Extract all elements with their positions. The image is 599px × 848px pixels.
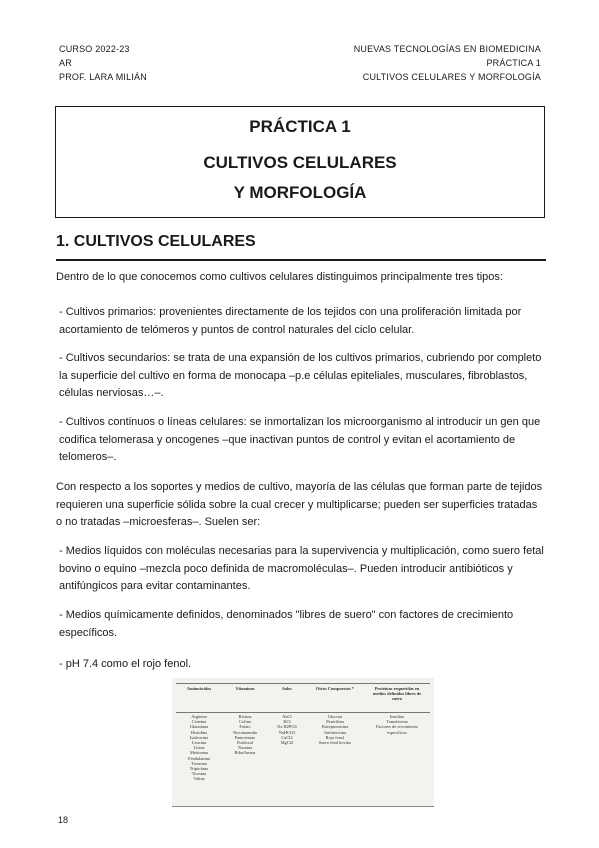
table-cell: Lisina xyxy=(193,745,205,751)
practice-label: PRÁCTICA 1 xyxy=(486,58,541,68)
table-cell: Na H2PO4 xyxy=(277,724,297,730)
table-cell: Metionina xyxy=(189,750,209,756)
paragraph-quimicos: - Medios químicamente definidos, denominados "libres de suero" con factores de crecimiento específicos. xyxy=(59,609,514,639)
table-column xyxy=(272,686,302,745)
table-cell: NaHCO3 xyxy=(278,729,296,735)
paragraph-primarios: - Cultivos primarios: provenientes directamente de los tejidos con una proliferación limitada por acortamiento de telómeros y puntos de control naturales del ciclo celular. xyxy=(59,306,522,336)
table-column-header: Sales xyxy=(282,686,292,691)
table-column-header: Otros Compuestos * xyxy=(316,686,354,691)
table-column-body xyxy=(272,714,302,745)
table-cell: Glutamina xyxy=(189,724,209,730)
table-cell: Isoleucina xyxy=(189,734,209,740)
culture-media-table xyxy=(172,678,434,807)
paragraph-liquidos: - Medios líquidos con moléculas necesarias para la supervivencia y multiplicación, como suero fetal bovino o equino –mezcla poco definida de macromoléculas–. Pueden introducir antibióticos y antifúngicos para evitar contaminantes. xyxy=(59,545,544,592)
title-box xyxy=(55,106,545,218)
table-cell: Anfotericina xyxy=(323,729,347,735)
title-line-3: Y MORFOLOGÍA xyxy=(233,183,367,202)
table-column-body xyxy=(178,714,220,782)
table-cell: Glucosa xyxy=(327,714,343,719)
table-cell: NaCl xyxy=(282,714,292,719)
table-cell: Factores de crecimiento específicos xyxy=(376,724,418,735)
table-cell: Nicotinamida xyxy=(233,729,257,735)
course-label: CURSO 2022-23 xyxy=(59,44,130,54)
paragraph-soportes: Con respecto a los soportes y medios de cultivo, mayoría de las células que forman parte de tejidos requieren una superficie sólida sobre la cual crecer y multiplicarse; pueden ser superficies tratadas o no tratadas –microesferas–. Suelen ser: xyxy=(56,481,543,528)
table-cell: Biotina xyxy=(238,714,252,719)
table-column-body xyxy=(368,714,426,735)
table-cell: Pantotenato xyxy=(234,734,256,740)
table-column xyxy=(368,686,426,735)
table-cell: Leucina xyxy=(191,740,207,746)
table-cell: Folato xyxy=(239,724,251,730)
table-cell: Penicilina xyxy=(326,719,344,725)
table-column-header: Aminoácidos xyxy=(186,686,212,691)
table-cell: Riboflavina xyxy=(234,750,256,756)
table-cell: Insulina xyxy=(389,714,405,719)
table-cell: CaCl2 xyxy=(281,734,293,740)
table-cell: Arginina xyxy=(191,714,207,719)
professor-label: PROF. LARA MILIÁN xyxy=(59,72,147,82)
table-cell: Colina xyxy=(239,719,251,725)
table-top-rule xyxy=(176,683,430,684)
paragraph-secundarios: - Cultivos secundarios: se trata de una expansión de los cultivos primarios, cubriendo por completo la superficie del cultivo en forma de monocapa –p.e células epiteliales, musculares, fibroblastos, células nerviosas…–. xyxy=(59,352,542,399)
section-divider xyxy=(56,259,546,261)
table-column-header: Proteínas requeridas en medios definidos libres de suero xyxy=(372,686,422,702)
table-cell: KCl xyxy=(283,719,291,725)
table-cell: Rojo fenol xyxy=(325,734,345,740)
section-title: 1. CULTIVOS CELULARES xyxy=(56,233,256,250)
page-number: 18 xyxy=(58,815,69,825)
table-cell: Fenilalanina xyxy=(188,755,210,761)
table-cell: Tiamina xyxy=(237,745,253,751)
title-line-2: CULTIVOS CELULARES xyxy=(203,153,397,172)
table-cell: Treonina xyxy=(191,760,207,766)
table-cell: Triptofano xyxy=(189,766,209,772)
table-column-header: Vitaminas xyxy=(235,686,255,691)
table-column-body xyxy=(306,714,364,745)
table-cell: Histidina xyxy=(190,729,208,735)
paragraph-ph: - pH 7.4 como el rojo fenol. xyxy=(59,658,192,670)
table-column-body xyxy=(224,714,266,756)
group-label: AR xyxy=(59,58,72,68)
paragraph-continuos: - Cultivos continuos o líneas celulares: se inmortalizan los microorganismo al introducir un gen que codifica telomerasa y oncogenes –que inactivan puntos de control y evitan el acortamiento de telomeros–. xyxy=(59,416,541,463)
table-cell: Estreptomicina xyxy=(321,724,349,730)
table-cell: MgCl2 xyxy=(280,740,294,746)
table-column xyxy=(224,686,266,756)
header-left xyxy=(59,42,147,84)
table-cell: Valina xyxy=(193,776,205,782)
table-cell: Tirosina xyxy=(191,771,207,777)
table-cell: Suero fetal bovino xyxy=(318,740,352,746)
paragraph-intro: Dentro de lo que conocemos como cultivos celulares distinguimos principalmente tres tipos: xyxy=(56,271,503,283)
title-practice: PRÁCTICA 1 xyxy=(249,117,351,136)
table-cell: Cisteína xyxy=(191,719,207,725)
subject-label: NUEVAS TECNOLOGÍAS EN BIOMEDICINA xyxy=(353,44,541,54)
table-column xyxy=(178,686,220,782)
table-cell: Piridoxal xyxy=(236,740,254,746)
header-right xyxy=(354,42,541,84)
table-column xyxy=(306,686,364,745)
table-cell: Transferrina xyxy=(386,719,408,725)
topic-label: CULTIVOS CELULARES Y MORFOLOGÍA xyxy=(362,72,541,82)
